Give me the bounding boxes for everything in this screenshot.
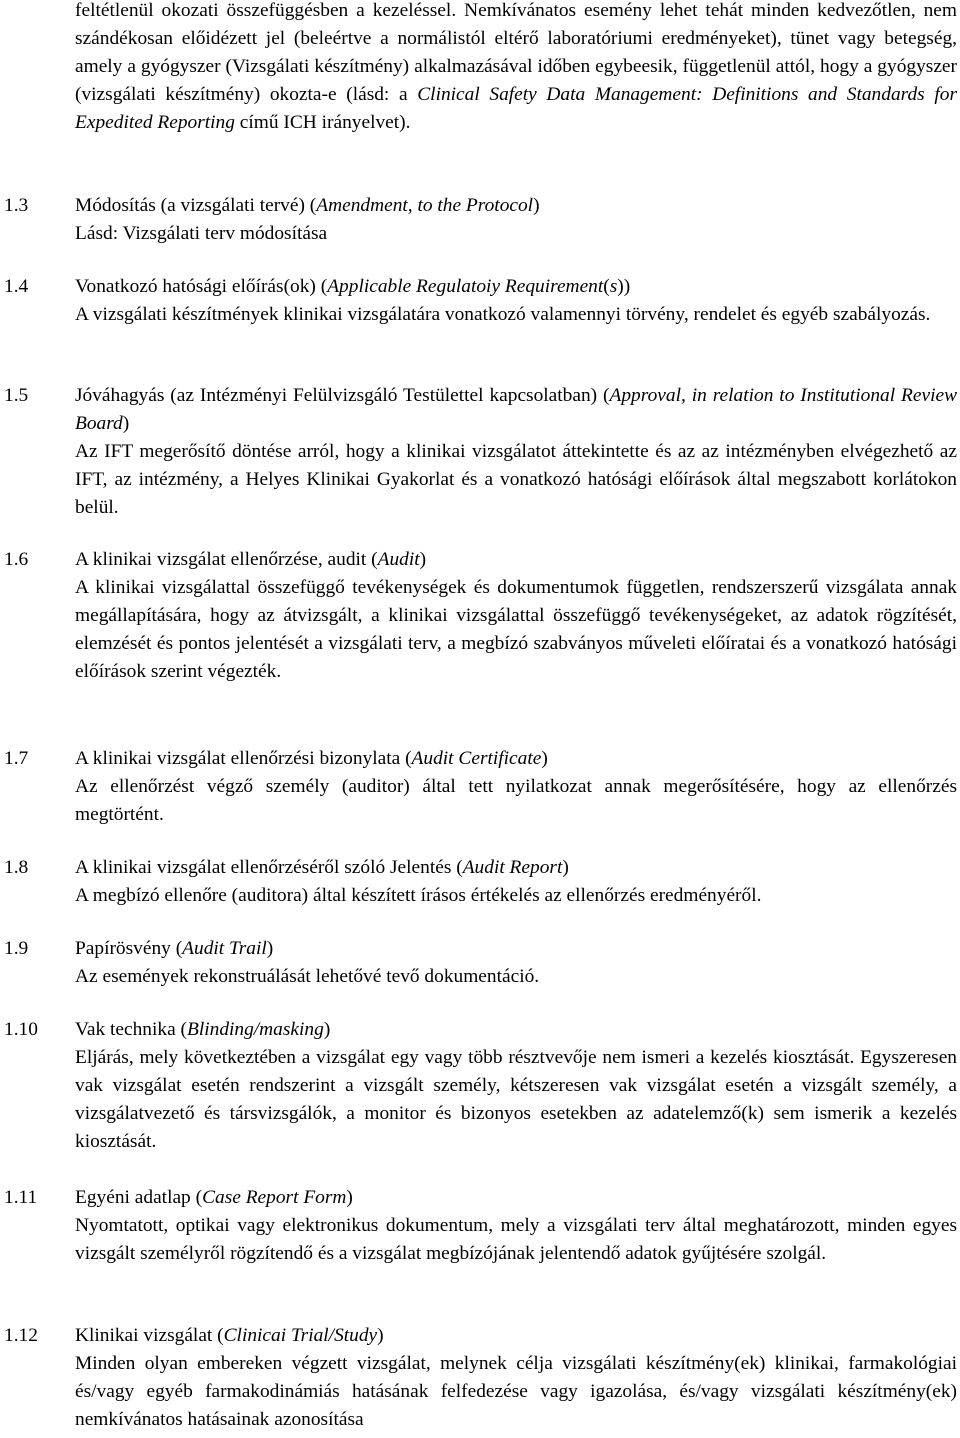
heading-close: ) — [533, 195, 540, 216]
heading-hu: Vak technika ( — [75, 1019, 187, 1040]
heading-en-2: s — [609, 276, 618, 297]
section-1-11 — [0, 1184, 960, 1268]
heading-mid: ( — [603, 276, 610, 297]
section-text: Az IFT megerősítő döntése arról, hogy a klinikai vizsgálatot áttekintette és az az intézményben elvégezhető az IFT, az intézmény, a Helyes Klinikai Gyakorlat és a vonatkozó hatósági előírások által megszabott korlátokon belül. — [75, 441, 957, 518]
section-number: 1.3 — [4, 195, 29, 216]
heading-close: )) — [617, 276, 631, 297]
section-1-9 — [0, 935, 960, 991]
section-heading — [75, 1016, 957, 1044]
intro-text: feltétlenül okozati összefüggésben a kezeléssel. Nemkívánatos esemény lehet tehát minden kedvezőtlen, nem szándékosan előidézett jel (beleértve a normálistól eltérő laboratóriumi eredményeket), tünet vagy betegség, amely a gyógyszer (Vizsgálati készítmény) alkalmazásával időben egybeesik, függetlenül attól, hogy a gyógyszer (vizsgálati készítmény) okozta-e (lásd: a — [75, 0, 957, 105]
section-text: Lásd: Vizsgálati terv módosítása — [75, 223, 328, 244]
section-heading — [75, 192, 957, 220]
heading-en: Blinding/masking — [187, 1019, 324, 1040]
section-text: A vizsgálati készítmények klinikai vizsgálatára vonatkozó valamennyi törvény, rendelet és egyéb szabályozás. — [75, 304, 931, 325]
heading-en: Audit — [377, 549, 420, 570]
section-heading — [75, 273, 957, 301]
heading-en: Audit Certificate — [411, 748, 542, 769]
section-1-12 — [0, 1322, 960, 1434]
heading-close: ) — [266, 938, 274, 959]
section-text: Nyomtatott, optikai vagy elektronikus dokumentum, mely a vizsgálati terv által meghatározott, minden egyes vizsgált személyről rögzítendő és a vizsgálat megbízójának jelentendő adatok gyűjtésére szolgál. — [75, 1215, 957, 1264]
section-text: A megbízó ellenőre (auditora) által készített írásos értékelés az ellenőrzés eredményéről. — [75, 885, 762, 906]
section-number: 1.9 — [4, 938, 29, 959]
heading-en: Audit Report — [462, 857, 563, 878]
section-1-6 — [0, 546, 960, 686]
section-heading — [75, 382, 957, 438]
section-text: Az ellenőrzést végző személy (auditor) által tett nyilatkozat annak megerősítésére, hogy az ellenőrzés megtörtént. — [75, 776, 957, 825]
heading-close: ) — [346, 1187, 353, 1208]
section-text: Minden olyan embereken végzett vizsgálat, melynek célja vizsgálati készítmény(ek) klinikai, farmakológiai és/vagy egyéb farmakodinámiás hatásának felfedezése vagy igazolása, és/vagy vizsgálati készítmény(ek) nemkívánatos hatásainak azonosítása — [75, 1353, 957, 1430]
section-number: 1.10 — [4, 1019, 38, 1040]
section-1-3 — [0, 192, 960, 248]
heading-close: ) — [323, 1019, 331, 1040]
heading-hu: Módosítás (a vizsgálati tervé) ( — [75, 195, 317, 216]
heading-hu: A klinikai vizsgálat ellenőrzési bizonylata ( — [75, 748, 412, 769]
section-text: Eljárás, mely következtében a vizsgálat egy vagy több résztvevője nem ismeri a kezelés kiosztását. Egyszeresen vak vizsgálat esetén rendszerint a vizsgált személy, kétszeresen vak vizsgálat esetén a vizsgált személy, a vizsgálatvezető és társvizsgálók, a monitor és bizonyos esetekben az adatelemző(k) sem ismerik a kezelés kiosztását. — [75, 1047, 957, 1152]
heading-close: ) — [377, 1325, 384, 1346]
section-1-4 — [0, 273, 960, 329]
heading-en: Clinicai Trial/Study — [223, 1325, 378, 1346]
heading-hu: A klinikai vizsgálat ellenőrzéséről szóló Jelentés ( — [75, 857, 463, 878]
heading-close: ) — [541, 748, 548, 769]
heading-hu: Klinikai vizsgálat ( — [75, 1325, 224, 1346]
section-number: 1.12 — [4, 1325, 38, 1346]
heading-hu: A klinikai vizsgálat ellenőrzése, audit ( — [75, 549, 378, 570]
heading-close: ) — [419, 549, 427, 570]
section-number: 1.5 — [4, 385, 29, 406]
section-text: A klinikai vizsgálattal összefüggő tevékenységek és dokumentumok független, rendszerszerű vizsgálata annak megállapítására, hogy az átvizsgált, a klinikai vizsgálattal összefüggő tevékenységeket, az adatok rögzítését, elemzését és pontos jelentését a vizsgálati terv, a megbízó szabványos műveleti előíratai és a vonatkozó hatósági előírások szerint végezték. — [75, 577, 957, 682]
heading-hu: Vonatkozó hatósági előírás(ok) ( — [75, 276, 328, 297]
section-heading — [75, 854, 957, 882]
heading-hu: Papírösvény ( — [75, 938, 183, 959]
heading-hu: Jóváhagyás (az Intézményi Felülvizsgáló Testülettel kapcsolatban) ( — [75, 385, 610, 406]
section-1-10 — [0, 1016, 960, 1156]
section-number: 1.6 — [4, 549, 29, 570]
section-number: 1.7 — [4, 748, 29, 769]
intro-guideline-title: Clinical Safety Data Management: Definitions and Standards for Expedited Reporting — [75, 84, 957, 133]
heading-close: ) — [562, 857, 569, 878]
section-1-8 — [0, 854, 960, 910]
heading-en: Amendment, to the Protocol — [316, 195, 534, 216]
section-heading — [75, 546, 957, 574]
section-1-7 — [0, 745, 960, 829]
intro-text-end: című ICH irányelvet). — [234, 112, 411, 133]
heading-en: Approval, in relation to Institutional Review Board — [75, 385, 958, 434]
section-text: Az események rekonstruálását lehetővé tevő dokumentáció. — [75, 966, 540, 987]
section-number: 1.8 — [4, 857, 29, 878]
heading-close: ) — [122, 413, 130, 434]
intro-paragraph — [75, 0, 957, 137]
section-heading — [75, 1184, 957, 1212]
heading-hu: Egyéni adatlap ( — [75, 1187, 203, 1208]
heading-en: Applicable Regulatoiy Requirement — [327, 276, 604, 297]
section-number: 1.4 — [4, 276, 29, 297]
section-number: 1.11 — [4, 1187, 38, 1208]
heading-en: Case Report Form — [202, 1187, 347, 1208]
section-heading — [75, 1322, 957, 1350]
section-heading — [75, 935, 957, 963]
section-1-5 — [0, 382, 960, 522]
heading-en: Audit Trail — [182, 938, 267, 959]
section-heading — [75, 745, 957, 773]
